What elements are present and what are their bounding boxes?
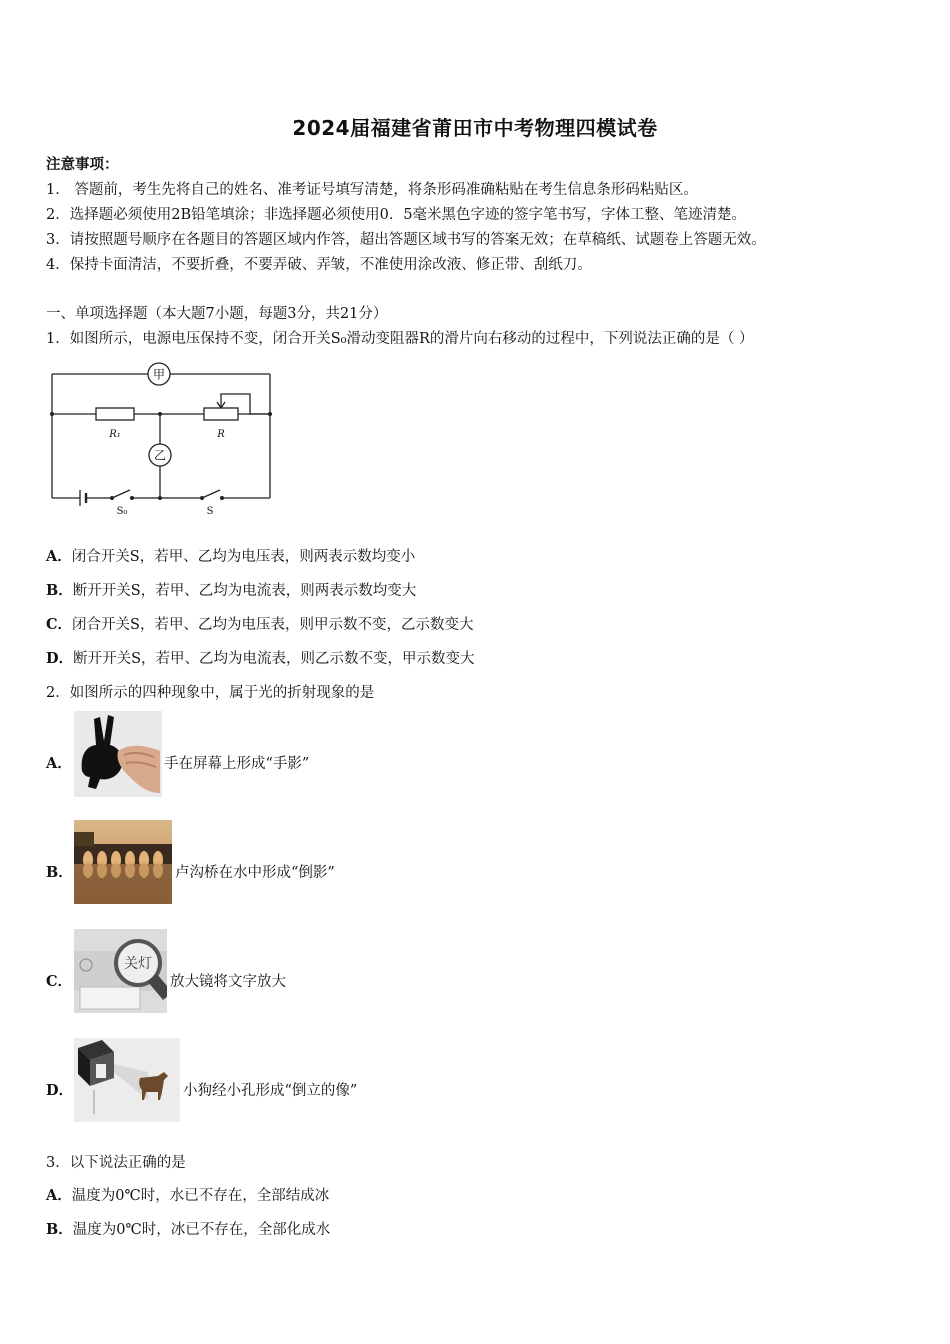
section-heading: 一、单项选择题（本大题7小题，每题3分，共21分） [46,306,388,322]
s-label: S [206,506,214,517]
magnifier-image [74,929,167,1013]
q2-option-c-text: 放大镜将文字放大 [170,974,286,990]
circuit-diagram [44,362,276,518]
q3-option-a: A．温度为0℃时，水已不存在，全部结成冰 [46,1187,330,1204]
q1-option-d: D．断开开关S，若甲、乙均为电流表，则乙示数不变，甲示数变大 [46,650,475,667]
q2-option-a-text: 手在屏幕上形成“手影” [164,756,310,772]
notice-item: 3．请按照题号顺序在各题目的答题区域内作答，超出答题区域书写的答案无效；在草稿纸、试题卷上答题无效。 [46,232,766,248]
q2-option-b-text: 卢沟桥在水中形成“倒影” [175,865,335,881]
bridge-reflection-image [74,820,172,904]
s0-label: S₀ [116,506,128,517]
pinhole-dog-image [74,1038,180,1122]
notice-heading: 注意事项： [46,156,119,173]
question-1-stem: 1．如图所示，电源电压保持不变，闭合开关S₀滑动变阻器R的滑片向右移动的过程中，下列说法正确的是（ ） [46,331,754,347]
meter-jia-label: 甲 [152,367,166,382]
hand-shadow-image [74,711,162,797]
meter-yi-label: 乙 [153,448,167,463]
page-title: 2024届福建省莆田市中考物理四模试卷 [292,116,658,140]
question-2-stem: 2．如图所示的四种现象中，属于光的折射现象的是 [46,685,375,701]
q1-option-a: A．闭合开关S，若甲、乙均为电压表，则两表示数均变小 [46,548,416,565]
q2-option-a-label: A． [46,755,72,772]
q1-option-c: C．闭合开关S，若甲、乙均为电压表，则甲示数不变，乙示数变大 [46,616,474,633]
q3-option-b: B．温度为0℃时，冰已不存在，全部化成水 [46,1221,331,1238]
notice-item: 2．选择题必须使用2B铅笔填涂；非选择题必须使用0．5毫米黑色字迹的签字笔书写，字体工整、笔迹清楚。 [46,207,747,223]
q2-option-c-label: C． [46,973,73,990]
r1-label: R₁ [109,429,121,440]
notice-item: 1． 答题前，考生先将自己的姓名、准考证号填写清楚，将条形码准确粘贴在考生信息条形码粘贴区。 [46,182,698,198]
q1-option-b: B．断开开关S，若甲、乙均为电流表，则两表示数均变大 [46,582,417,599]
q2-option-d-text: 小狗经小孔形成“倒立的像” [183,1083,358,1099]
question-3-stem: 3．以下说法正确的是 [46,1155,186,1171]
magnified-text: 关灯 [124,956,152,972]
r-label: R [217,429,225,440]
notice-item: 4．保持卡面清洁，不要折叠，不要弄破、弄皱，不准使用涂改液、修正带、刮纸刀。 [46,257,592,273]
q2-option-d-label: D． [46,1082,74,1099]
q2-option-b-label: B． [46,864,73,881]
